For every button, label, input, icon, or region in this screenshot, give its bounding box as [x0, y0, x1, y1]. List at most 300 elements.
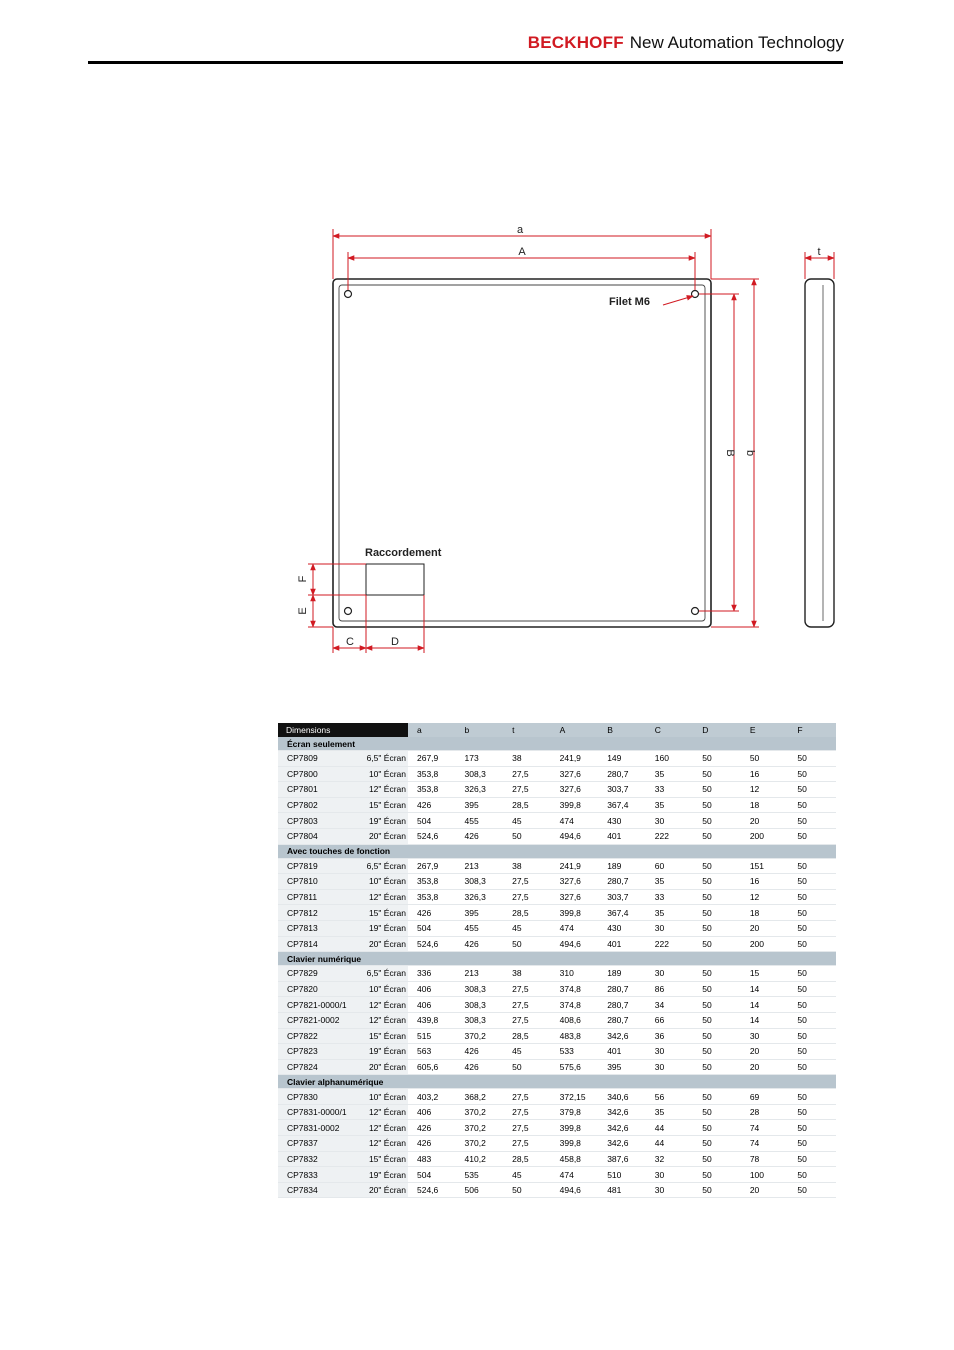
table-cell: 33: [646, 782, 694, 798]
table-cell: 50: [788, 966, 836, 982]
table-cell: 353,8: [408, 889, 456, 905]
column-header: t: [503, 723, 551, 737]
table-cell: 504: [408, 1167, 456, 1183]
connection-port: [366, 564, 424, 595]
table-cell: 50: [788, 1089, 836, 1105]
column-header: b: [456, 723, 504, 737]
table-cell: 50: [693, 889, 741, 905]
table-row: [278, 1182, 836, 1198]
model-cell: CP7804: [278, 828, 348, 844]
table-cell: 474: [551, 920, 599, 936]
column-header: B: [598, 723, 646, 737]
table-cell: 50: [693, 1089, 741, 1105]
table-cell: 280,7: [598, 997, 646, 1013]
label-B: B: [724, 449, 736, 457]
table-cell: 50: [788, 766, 836, 782]
screen-size-cell: 10" Écran: [348, 766, 408, 782]
table-cell: 563: [408, 1044, 456, 1060]
table-cell: 36: [646, 1028, 694, 1044]
table-cell: 327,6: [551, 874, 599, 890]
table-cell: 426: [456, 1044, 504, 1060]
table-cell: 426: [456, 1059, 504, 1075]
table-cell: 50: [693, 997, 741, 1013]
table-row: [278, 1089, 836, 1105]
table-cell: 280,7: [598, 1012, 646, 1028]
table-row: [278, 1120, 836, 1136]
section-title: Écran seulement: [278, 737, 836, 751]
table-cell: 399,8: [551, 1136, 599, 1152]
table-cell: 38: [503, 858, 551, 874]
table-cell: 353,8: [408, 782, 456, 798]
screen-size-cell: 15" Écran: [348, 1151, 408, 1167]
model-cell: CP7803: [278, 813, 348, 829]
table-cell: 50: [788, 1059, 836, 1075]
table-cell: 367,4: [598, 905, 646, 921]
table-cell: 575,6: [551, 1059, 599, 1075]
table-cell: 38: [503, 966, 551, 982]
table-cell: 326,3: [456, 782, 504, 798]
table-cell: 430: [598, 813, 646, 829]
table-cell: 524,6: [408, 936, 456, 952]
screen-size-cell: 10" Écran: [348, 1089, 408, 1105]
column-header: C: [646, 723, 694, 737]
table-cell: 50: [693, 1104, 741, 1120]
label-C: C: [346, 636, 354, 648]
screen-size-cell: 15" Écran: [348, 905, 408, 921]
table-cell: 374,8: [551, 981, 599, 997]
column-header: F: [788, 723, 836, 737]
screen-size-cell: 12" Écran: [348, 997, 408, 1013]
table-row: [278, 1028, 836, 1044]
brand-logo: [528, 33, 844, 53]
table-cell: 200: [741, 936, 789, 952]
table-cell: 368,2: [456, 1089, 504, 1105]
table-cell: 50: [693, 766, 741, 782]
table-cell: 60: [646, 858, 694, 874]
screen-size-cell: 10" Écran: [348, 874, 408, 890]
table-cell: 50: [788, 1104, 836, 1120]
table-cell: 50: [693, 751, 741, 767]
table-cell: 18: [741, 797, 789, 813]
table-cell: 426: [456, 936, 504, 952]
model-cell: CP7824: [278, 1059, 348, 1075]
table-cell: 50: [788, 874, 836, 890]
screen-size-cell: 15" Écran: [348, 797, 408, 813]
table-cell: 267,9: [408, 751, 456, 767]
table-cell: 401: [598, 936, 646, 952]
screen-size-cell: 19" Écran: [348, 813, 408, 829]
table-cell: 27,5: [503, 1089, 551, 1105]
table-row: [278, 782, 836, 798]
table-section-row: [278, 737, 836, 751]
table-cell: 32: [646, 1151, 694, 1167]
table-cell: 16: [741, 766, 789, 782]
table-cell: 45: [503, 813, 551, 829]
model-cell: CP7811: [278, 889, 348, 905]
table-section-row: [278, 952, 836, 966]
table-cell: 50: [788, 905, 836, 921]
table-cell: 12: [741, 782, 789, 798]
table-cell: 30: [741, 1028, 789, 1044]
table-row: [278, 797, 836, 813]
table-cell: 336: [408, 966, 456, 982]
table-cell: 18: [741, 905, 789, 921]
table-cell: 28,5: [503, 797, 551, 813]
table-cell: 455: [456, 813, 504, 829]
table-cell: 406: [408, 981, 456, 997]
table-cell: 308,3: [456, 981, 504, 997]
table-cell: 30: [646, 1059, 694, 1075]
label-F: F: [297, 575, 309, 583]
label-t: t: [817, 246, 821, 258]
table-cell: 399,8: [551, 1120, 599, 1136]
table-cell: 50: [693, 966, 741, 982]
model-cell: CP7829: [278, 966, 348, 982]
model-cell: CP7813: [278, 920, 348, 936]
table-cell: 504: [408, 813, 456, 829]
table-cell: 20: [741, 1059, 789, 1075]
brand-tagline: New Automation Technology: [629, 33, 844, 52]
table-cell: 74: [741, 1120, 789, 1136]
table-cell: 66: [646, 1012, 694, 1028]
screen-size-cell: 12" Écran: [348, 782, 408, 798]
thread-label: Filet M6: [609, 296, 650, 308]
table-cell: 50: [693, 858, 741, 874]
table-cell: 50: [788, 1136, 836, 1152]
table-cell: 50: [788, 1012, 836, 1028]
table-cell: 38: [503, 751, 551, 767]
table-cell: 327,6: [551, 766, 599, 782]
table-cell: 494,6: [551, 936, 599, 952]
screen-size-cell: 19" Écran: [348, 920, 408, 936]
model-cell: CP7821-0000/1: [278, 997, 348, 1013]
table-cell: 455: [456, 920, 504, 936]
table-cell: 50: [788, 1182, 836, 1198]
table-cell: 308,3: [456, 1012, 504, 1028]
table-cell: 510: [598, 1167, 646, 1183]
table-cell: 44: [646, 1136, 694, 1152]
table-cell: 50: [693, 1120, 741, 1136]
table-cell: 213: [456, 966, 504, 982]
table-row: [278, 766, 836, 782]
table-cell: 50: [693, 813, 741, 829]
table-cell: 28,5: [503, 905, 551, 921]
column-header: E: [741, 723, 789, 737]
model-cell: CP7810: [278, 874, 348, 890]
table-cell: 483: [408, 1151, 456, 1167]
label-A: A: [518, 246, 526, 258]
table-cell: 327,6: [551, 889, 599, 905]
table-cell: 50: [693, 981, 741, 997]
label-b: b: [744, 449, 756, 457]
screen-size-cell: 20" Écran: [348, 936, 408, 952]
table-cell: 504: [408, 920, 456, 936]
table-cell: 28,5: [503, 1151, 551, 1167]
table-cell: 50: [788, 751, 836, 767]
screen-size-cell: 19" Écran: [348, 1044, 408, 1060]
table-cell: 379,8: [551, 1104, 599, 1120]
screen-size-cell: 20" Écran: [348, 828, 408, 844]
table-cell: 50: [693, 905, 741, 921]
table-cell: 308,3: [456, 766, 504, 782]
table-cell: 14: [741, 1012, 789, 1028]
table-cell: 458,8: [551, 1151, 599, 1167]
table-cell: 370,2: [456, 1104, 504, 1120]
table-cell: 14: [741, 997, 789, 1013]
table-cell: 50: [788, 858, 836, 874]
table-cell: 27,5: [503, 874, 551, 890]
screen-size-cell: 19" Écran: [348, 1167, 408, 1183]
table-cell: 370,2: [456, 1136, 504, 1152]
model-cell: CP7822: [278, 1028, 348, 1044]
table-cell: 401: [598, 828, 646, 844]
table-cell: 50: [788, 997, 836, 1013]
table-cell: 45: [503, 1044, 551, 1060]
table-cell: 50: [788, 782, 836, 798]
table-cell: 222: [646, 936, 694, 952]
table-row: [278, 981, 836, 997]
table-cell: 483,8: [551, 1028, 599, 1044]
table-cell: 403,2: [408, 1089, 456, 1105]
table-row: [278, 1059, 836, 1075]
table-cell: 20: [741, 813, 789, 829]
screen-size-cell: 12" Écran: [348, 889, 408, 905]
table-cell: 474: [551, 813, 599, 829]
table-cell: 303,7: [598, 889, 646, 905]
table-cell: 426: [408, 797, 456, 813]
table-cell: 50: [503, 828, 551, 844]
table-cell: 535: [456, 1167, 504, 1183]
table-cell: 30: [646, 1044, 694, 1060]
table-cell: 50: [693, 1182, 741, 1198]
table-row: [278, 1167, 836, 1183]
table-cell: 15: [741, 966, 789, 982]
header-rule: [88, 61, 843, 64]
table-cell: 35: [646, 797, 694, 813]
table-cell: 533: [551, 1044, 599, 1060]
table-cell: 200: [741, 828, 789, 844]
brand-name: BECKHOFF: [527, 33, 624, 52]
table-cell: 27,5: [503, 766, 551, 782]
table-cell: 50: [788, 1151, 836, 1167]
model-cell: CP7812: [278, 905, 348, 921]
table-cell: 50: [788, 1120, 836, 1136]
table-cell: 50: [788, 1028, 836, 1044]
table-cell: 27,5: [503, 782, 551, 798]
table-cell: 12: [741, 889, 789, 905]
table-cell: 401: [598, 1044, 646, 1060]
table-cell: 367,4: [598, 797, 646, 813]
table-cell: 50: [693, 1151, 741, 1167]
screen-size-cell: 12" Écran: [348, 1136, 408, 1152]
column-header: D: [693, 723, 741, 737]
table-cell: 30: [646, 920, 694, 936]
table-row: [278, 1012, 836, 1028]
column-header: a: [408, 723, 456, 737]
table-cell: 353,8: [408, 874, 456, 890]
table-cell: 50: [741, 751, 789, 767]
table-cell: 395: [598, 1059, 646, 1075]
model-cell: CP7834: [278, 1182, 348, 1198]
screen-size-cell: 6,5" Écran: [348, 966, 408, 982]
label-E: E: [297, 607, 309, 615]
table-cell: 340,6: [598, 1089, 646, 1105]
table-cell: 50: [693, 782, 741, 798]
table-cell: 50: [693, 920, 741, 936]
table-row: [278, 1136, 836, 1152]
model-cell: CP7837: [278, 1136, 348, 1152]
screen-size-cell: 15" Écran: [348, 1028, 408, 1044]
table-row: [278, 966, 836, 982]
model-cell: CP7831-0000/1: [278, 1104, 348, 1120]
table-cell: 27,5: [503, 889, 551, 905]
table-cell: 426: [408, 905, 456, 921]
table-cell: 426: [408, 1120, 456, 1136]
table-cell: 605,6: [408, 1059, 456, 1075]
table-cell: 524,6: [408, 828, 456, 844]
table-cell: 241,9: [551, 751, 599, 767]
section-title: Avec touches de fonction: [278, 844, 836, 858]
table-cell: 100: [741, 1167, 789, 1183]
table-cell: 14: [741, 981, 789, 997]
table-cell: 342,6: [598, 1120, 646, 1136]
screen-size-cell: 20" Écran: [348, 1182, 408, 1198]
table-cell: 303,7: [598, 782, 646, 798]
model-cell: CP7809: [278, 751, 348, 767]
table-row: [278, 936, 836, 952]
table-cell: 27,5: [503, 981, 551, 997]
table-header-row: [278, 723, 836, 737]
table-cell: 213: [456, 858, 504, 874]
model-cell: CP7832: [278, 1151, 348, 1167]
table-cell: 370,2: [456, 1120, 504, 1136]
table-cell: 74: [741, 1136, 789, 1152]
table-body: [278, 737, 836, 1198]
table-cell: 395: [456, 905, 504, 921]
table-row: [278, 828, 836, 844]
table-cell: 16: [741, 874, 789, 890]
table-cell: 494,6: [551, 1182, 599, 1198]
table-cell: 50: [693, 1028, 741, 1044]
table-cell: 50: [503, 936, 551, 952]
table-cell: 327,6: [551, 782, 599, 798]
table-row: [278, 858, 836, 874]
side-view: [805, 279, 834, 627]
table-cell: 34: [646, 997, 694, 1013]
table-cell: 50: [693, 1136, 741, 1152]
table-cell: 374,8: [551, 997, 599, 1013]
table-cell: 149: [598, 751, 646, 767]
screen-size-cell: 6,5" Écran: [348, 751, 408, 767]
connection-label: Raccordement: [365, 547, 442, 559]
dimensions-table: [278, 723, 836, 1198]
table-cell: 267,9: [408, 858, 456, 874]
screen-size-cell: 10" Écran: [348, 981, 408, 997]
table-cell: 310: [551, 966, 599, 982]
table-cell: 399,8: [551, 797, 599, 813]
table-cell: 189: [598, 858, 646, 874]
table-cell: 50: [503, 1059, 551, 1075]
table-cell: 506: [456, 1182, 504, 1198]
table-cell: 399,8: [551, 905, 599, 921]
table-cell: 524,6: [408, 1182, 456, 1198]
table-cell: 406: [408, 997, 456, 1013]
table-cell: 151: [741, 858, 789, 874]
table-cell: 30: [646, 813, 694, 829]
table-cell: 44: [646, 1120, 694, 1136]
column-header: A: [551, 723, 599, 737]
table-cell: 50: [788, 920, 836, 936]
table-section-row: [278, 844, 836, 858]
section-title: Clavier numérique: [278, 952, 836, 966]
table-cell: 481: [598, 1182, 646, 1198]
table-cell: 342,6: [598, 1136, 646, 1152]
table-cell: 35: [646, 1104, 694, 1120]
table-cell: 222: [646, 828, 694, 844]
table-cell: 30: [646, 1167, 694, 1183]
table-cell: 280,7: [598, 981, 646, 997]
table-cell: 308,3: [456, 997, 504, 1013]
table-cell: 50: [788, 1167, 836, 1183]
table-cell: 50: [788, 1044, 836, 1060]
table-cell: 50: [693, 874, 741, 890]
screen-size-cell: 20" Écran: [348, 1059, 408, 1075]
table-cell: 56: [646, 1089, 694, 1105]
table-cell: 28,5: [503, 1028, 551, 1044]
table-cell: 326,3: [456, 889, 504, 905]
table-cell: 27,5: [503, 1120, 551, 1136]
table-cell: 160: [646, 751, 694, 767]
table-cell: 86: [646, 981, 694, 997]
table-row: [278, 905, 836, 921]
table-row: [278, 920, 836, 936]
page-header: [0, 0, 954, 70]
table-cell: 50: [788, 981, 836, 997]
table-row: [278, 874, 836, 890]
table-row: [278, 813, 836, 829]
table-row: [278, 1104, 836, 1120]
table-cell: 50: [788, 813, 836, 829]
table-section-row: [278, 1075, 836, 1089]
table-cell: 20: [741, 1182, 789, 1198]
screen-size-cell: 12" Écran: [348, 1120, 408, 1136]
table-cell: 20: [741, 1044, 789, 1060]
table-cell: 45: [503, 1167, 551, 1183]
table-cell: 50: [693, 1012, 741, 1028]
label-D: D: [391, 636, 399, 648]
table-cell: 45: [503, 920, 551, 936]
column-header: Dimensions: [278, 723, 408, 737]
table-cell: 410,2: [456, 1151, 504, 1167]
table-cell: 27,5: [503, 997, 551, 1013]
table-cell: 35: [646, 874, 694, 890]
model-cell: CP7821-0002: [278, 1012, 348, 1028]
table-cell: 78: [741, 1151, 789, 1167]
table-cell: 50: [693, 1059, 741, 1075]
table-cell: 189: [598, 966, 646, 982]
table-cell: 408,6: [551, 1012, 599, 1028]
table-cell: 50: [503, 1182, 551, 1198]
model-cell: CP7823: [278, 1044, 348, 1060]
table-cell: 20: [741, 920, 789, 936]
table-cell: 30: [646, 966, 694, 982]
table-cell: 69: [741, 1089, 789, 1105]
table-row: [278, 889, 836, 905]
table-cell: 30: [646, 1182, 694, 1198]
model-cell: CP7800: [278, 766, 348, 782]
table-cell: 342,6: [598, 1028, 646, 1044]
table-cell: 430: [598, 920, 646, 936]
